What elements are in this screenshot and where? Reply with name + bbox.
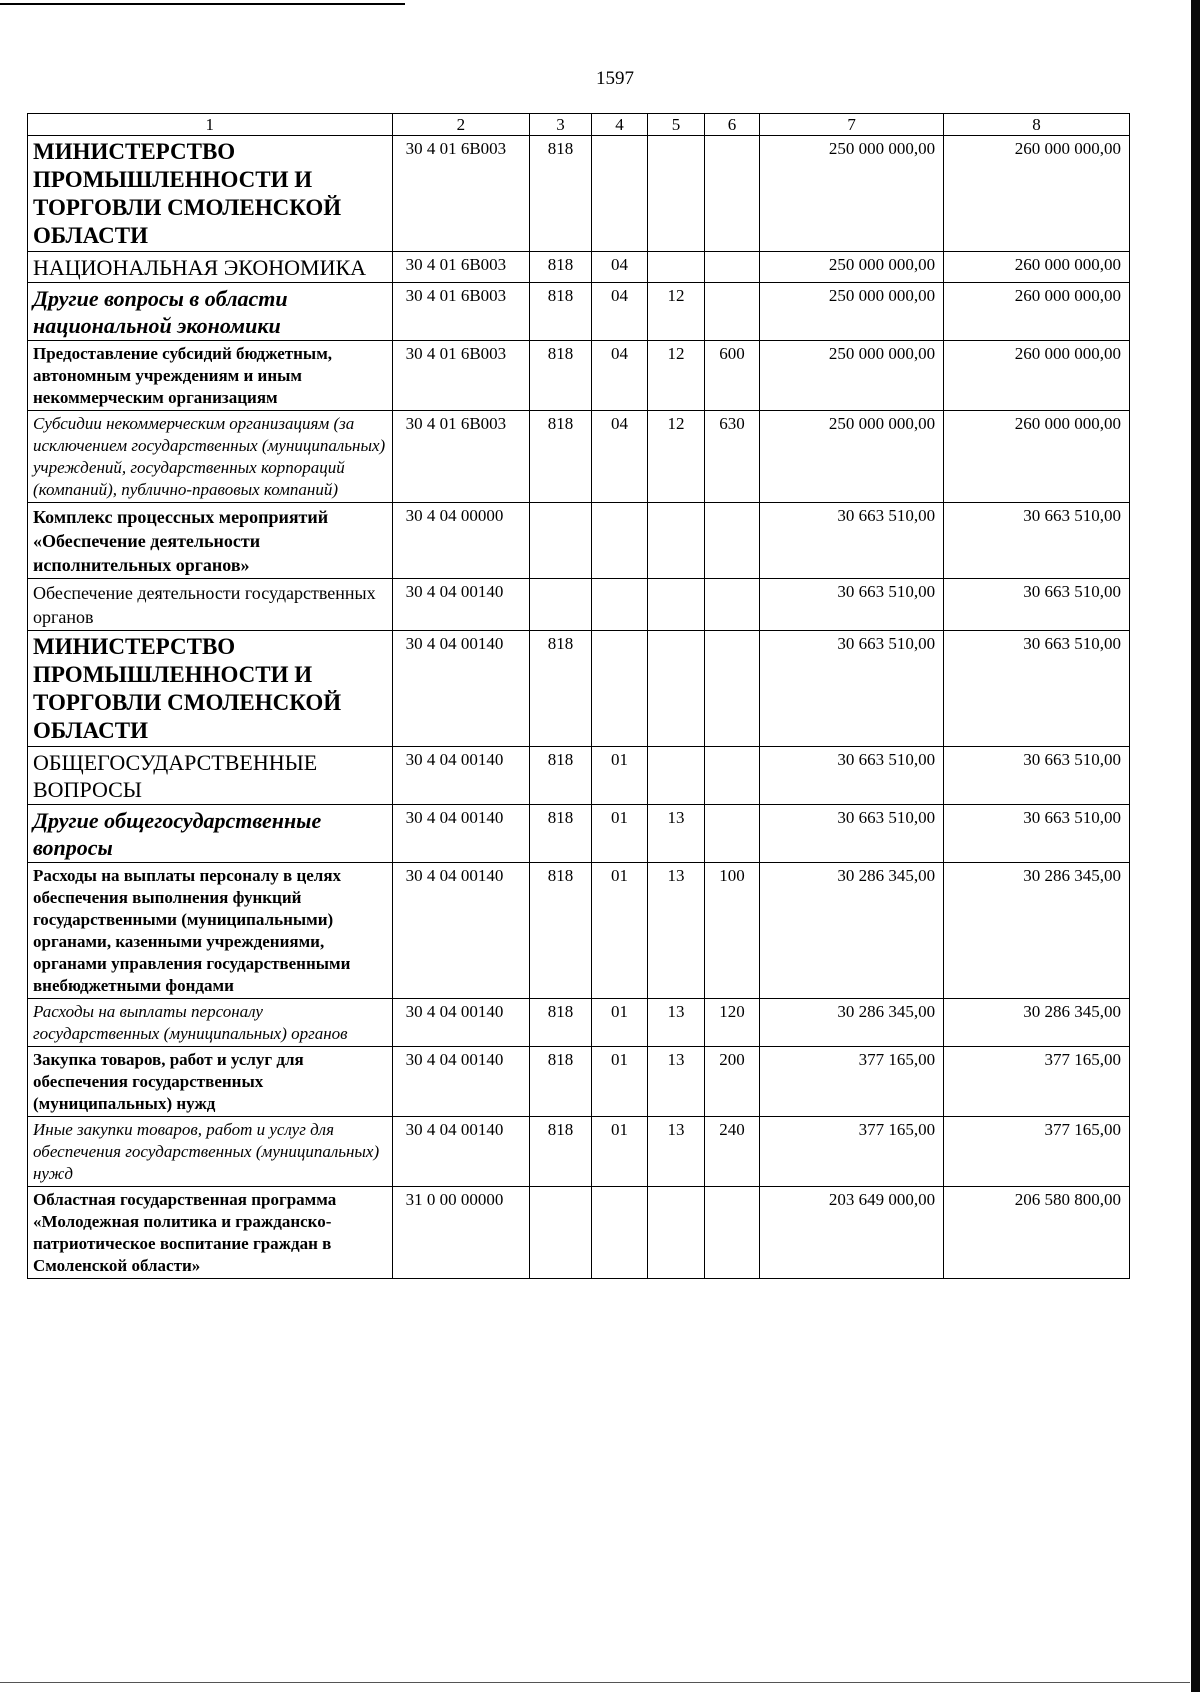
- header-cell: 5: [648, 114, 704, 136]
- admin-code-cell: [530, 1187, 592, 1279]
- amount-year1-cell: 377 165,00: [760, 1047, 944, 1117]
- amount-year2-cell: 260 000 000,00: [944, 341, 1130, 411]
- bottom-rule: [0, 1682, 1190, 1683]
- row-name-cell: Субсидии некоммерческим организациям (за исключением государственных (муниципальных) учреждений, государственных корпораций (компаний), публично-правовых компаний): [28, 411, 393, 503]
- subsection-code-cell: 13: [648, 805, 704, 863]
- expense-type-cell: [704, 503, 759, 579]
- section-code-cell: [591, 136, 647, 252]
- table-row: [28, 1047, 1130, 1117]
- amount-year1-cell: 30 286 345,00: [760, 999, 944, 1047]
- amount-year1-cell: 250 000 000,00: [760, 341, 944, 411]
- table-row: [28, 1187, 1130, 1279]
- amount-year2-cell: 30 663 510,00: [944, 503, 1130, 579]
- amount-year1-cell: 30 663 510,00: [760, 747, 944, 805]
- table-row: [28, 863, 1130, 999]
- table-row: [28, 747, 1130, 805]
- admin-code-cell: 818: [530, 252, 592, 283]
- amount-year1-cell: 30 663 510,00: [760, 805, 944, 863]
- section-code-cell: [591, 1187, 647, 1279]
- budget-table-body: [28, 114, 1130, 1279]
- section-code-cell: 01: [591, 999, 647, 1047]
- top-rule: [0, 3, 405, 5]
- header-cell: 2: [392, 114, 530, 136]
- section-code-cell: 01: [591, 1117, 647, 1187]
- row-name-cell: ОБЩЕГОСУДАРСТВЕННЫЕ ВОПРОСЫ: [28, 747, 393, 805]
- table-row: [28, 579, 1130, 631]
- section-code-cell: 04: [591, 252, 647, 283]
- header-cell: 1: [28, 114, 393, 136]
- row-name-cell: Другие общегосударственные вопросы: [28, 805, 393, 863]
- section-code-cell: 01: [591, 805, 647, 863]
- table-row: [28, 283, 1130, 341]
- row-name-cell: МИНИСТЕРСТВО ПРОМЫШЛЕННОСТИ И ТОРГОВЛИ СМОЛЕНСКОЙ ОБЛАСТИ: [28, 631, 393, 747]
- scan-edge: [1191, 0, 1200, 1692]
- expense-type-cell: 600: [704, 341, 759, 411]
- subsection-code-cell: 13: [648, 863, 704, 999]
- section-code-cell: 01: [591, 1047, 647, 1117]
- target-article-cell: 30 4 04 00140: [392, 863, 530, 999]
- row-name-cell: Обеспечение деятельности государственных органов: [28, 579, 393, 631]
- target-article-cell: 30 4 01 6В003: [392, 283, 530, 341]
- budget-table: [27, 113, 1130, 1279]
- expense-type-cell: 120: [704, 999, 759, 1047]
- section-code-cell: 01: [591, 747, 647, 805]
- subsection-code-cell: [648, 1187, 704, 1279]
- table-row: [28, 805, 1130, 863]
- table-row: [28, 411, 1130, 503]
- admin-code-cell: 818: [530, 631, 592, 747]
- header-cell: 8: [944, 114, 1130, 136]
- header-cell: 3: [530, 114, 592, 136]
- target-article-cell: 30 4 04 00140: [392, 805, 530, 863]
- target-article-cell: 30 4 01 6В003: [392, 136, 530, 252]
- expense-type-cell: [704, 1187, 759, 1279]
- amount-year1-cell: 250 000 000,00: [760, 136, 944, 252]
- target-article-cell: 30 4 04 00140: [392, 631, 530, 747]
- subsection-code-cell: [648, 631, 704, 747]
- expense-type-cell: [704, 631, 759, 747]
- section-code-cell: [591, 503, 647, 579]
- target-article-cell: 31 0 00 00000: [392, 1187, 530, 1279]
- header-cell: 4: [591, 114, 647, 136]
- section-code-cell: 01: [591, 863, 647, 999]
- admin-code-cell: 818: [530, 411, 592, 503]
- amount-year2-cell: 30 286 345,00: [944, 999, 1130, 1047]
- amount-year2-cell: 260 000 000,00: [944, 136, 1130, 252]
- admin-code-cell: 818: [530, 805, 592, 863]
- target-article-cell: 30 4 04 00140: [392, 1047, 530, 1117]
- expense-type-cell: [704, 252, 759, 283]
- subsection-code-cell: [648, 579, 704, 631]
- header-cell: 7: [760, 114, 944, 136]
- amount-year1-cell: 377 165,00: [760, 1117, 944, 1187]
- row-name-cell: Расходы на выплаты персоналу в целях обеспечения выполнения функций государственными (муниципальными) органами, казенными учреждениями, органами управления государственными внебюджетными фондами: [28, 863, 393, 999]
- amount-year2-cell: 260 000 000,00: [944, 411, 1130, 503]
- subsection-code-cell: 13: [648, 1117, 704, 1187]
- subsection-code-cell: 13: [648, 1047, 704, 1117]
- expense-type-cell: 200: [704, 1047, 759, 1117]
- admin-code-cell: 818: [530, 1117, 592, 1187]
- amount-year1-cell: 30 663 510,00: [760, 579, 944, 631]
- target-article-cell: 30 4 01 6В003: [392, 341, 530, 411]
- admin-code-cell: [530, 579, 592, 631]
- row-name-cell: Закупка товаров, работ и услуг для обеспечения государственных (муниципальных) нужд: [28, 1047, 393, 1117]
- subsection-code-cell: 12: [648, 341, 704, 411]
- row-name-cell: Другие вопросы в области национальной экономики: [28, 283, 393, 341]
- page-number: 1597: [596, 68, 634, 89]
- expense-type-cell: [704, 136, 759, 252]
- admin-code-cell: 818: [530, 136, 592, 252]
- expense-type-cell: [704, 747, 759, 805]
- table-row: [28, 999, 1130, 1047]
- subsection-code-cell: [648, 747, 704, 805]
- admin-code-cell: 818: [530, 1047, 592, 1117]
- amount-year2-cell: 260 000 000,00: [944, 252, 1130, 283]
- amount-year2-cell: 30 663 510,00: [944, 631, 1130, 747]
- admin-code-cell: 818: [530, 863, 592, 999]
- subsection-code-cell: 12: [648, 411, 704, 503]
- subsection-code-cell: 12: [648, 283, 704, 341]
- row-name-cell: Иные закупки товаров, работ и услуг для обеспечения государственных (муниципальных) нужд: [28, 1117, 393, 1187]
- target-article-cell: 30 4 04 00140: [392, 999, 530, 1047]
- section-code-cell: 04: [591, 283, 647, 341]
- amount-year1-cell: 250 000 000,00: [760, 283, 944, 341]
- expense-type-cell: [704, 283, 759, 341]
- amount-year2-cell: 377 165,00: [944, 1047, 1130, 1117]
- amount-year2-cell: 206 580 800,00: [944, 1187, 1130, 1279]
- subsection-code-cell: [648, 136, 704, 252]
- subsection-code-cell: 13: [648, 999, 704, 1047]
- target-article-cell: 30 4 04 00140: [392, 747, 530, 805]
- amount-year1-cell: 250 000 000,00: [760, 252, 944, 283]
- target-article-cell: 30 4 04 00140: [392, 579, 530, 631]
- expense-type-cell: 240: [704, 1117, 759, 1187]
- admin-code-cell: 818: [530, 747, 592, 805]
- amount-year2-cell: 30 663 510,00: [944, 579, 1130, 631]
- expense-type-cell: 100: [704, 863, 759, 999]
- section-code-cell: [591, 579, 647, 631]
- target-article-cell: 30 4 01 6В003: [392, 252, 530, 283]
- section-code-cell: 04: [591, 411, 647, 503]
- amount-year2-cell: 30 663 510,00: [944, 805, 1130, 863]
- header-row: [28, 114, 1130, 136]
- row-name-cell: Предоставление субсидий бюджетным, автономным учреждениям и иным некоммерческим организациям: [28, 341, 393, 411]
- row-name-cell: Областная государственная программа «Молодежная политика и гражданско-патриотическое воспитание граждан в Смоленской области»: [28, 1187, 393, 1279]
- admin-code-cell: 818: [530, 341, 592, 411]
- amount-year1-cell: 30 663 510,00: [760, 503, 944, 579]
- admin-code-cell: [530, 503, 592, 579]
- amount-year2-cell: 260 000 000,00: [944, 283, 1130, 341]
- amount-year1-cell: 203 649 000,00: [760, 1187, 944, 1279]
- section-code-cell: 04: [591, 341, 647, 411]
- table-row: [28, 252, 1130, 283]
- amount-year2-cell: 377 165,00: [944, 1117, 1130, 1187]
- amount-year2-cell: 30 663 510,00: [944, 747, 1130, 805]
- target-article-cell: 30 4 04 00140: [392, 1117, 530, 1187]
- amount-year1-cell: 30 286 345,00: [760, 863, 944, 999]
- table-row: [28, 631, 1130, 747]
- subsection-code-cell: [648, 252, 704, 283]
- amount-year1-cell: 250 000 000,00: [760, 411, 944, 503]
- subsection-code-cell: [648, 503, 704, 579]
- target-article-cell: 30 4 04 00000: [392, 503, 530, 579]
- admin-code-cell: 818: [530, 999, 592, 1047]
- admin-code-cell: 818: [530, 283, 592, 341]
- table-row: [28, 341, 1130, 411]
- target-article-cell: 30 4 01 6В003: [392, 411, 530, 503]
- section-code-cell: [591, 631, 647, 747]
- expense-type-cell: [704, 579, 759, 631]
- expense-type-cell: [704, 805, 759, 863]
- amount-year2-cell: 30 286 345,00: [944, 863, 1130, 999]
- table-row: [28, 1117, 1130, 1187]
- header-cell: 6: [704, 114, 759, 136]
- expense-type-cell: 630: [704, 411, 759, 503]
- row-name-cell: Расходы на выплаты персоналу государственных (муниципальных) органов: [28, 999, 393, 1047]
- row-name-cell: Комплекс процессных мероприятий «Обеспечение деятельности исполнительных органов»: [28, 503, 393, 579]
- amount-year1-cell: 30 663 510,00: [760, 631, 944, 747]
- table-row: [28, 503, 1130, 579]
- row-name-cell: МИНИСТЕРСТВО ПРОМЫШЛЕННОСТИ И ТОРГОВЛИ СМОЛЕНСКОЙ ОБЛАСТИ: [28, 136, 393, 252]
- table-row: [28, 136, 1130, 252]
- row-name-cell: НАЦИОНАЛЬНАЯ ЭКОНОМИКА: [28, 252, 393, 283]
